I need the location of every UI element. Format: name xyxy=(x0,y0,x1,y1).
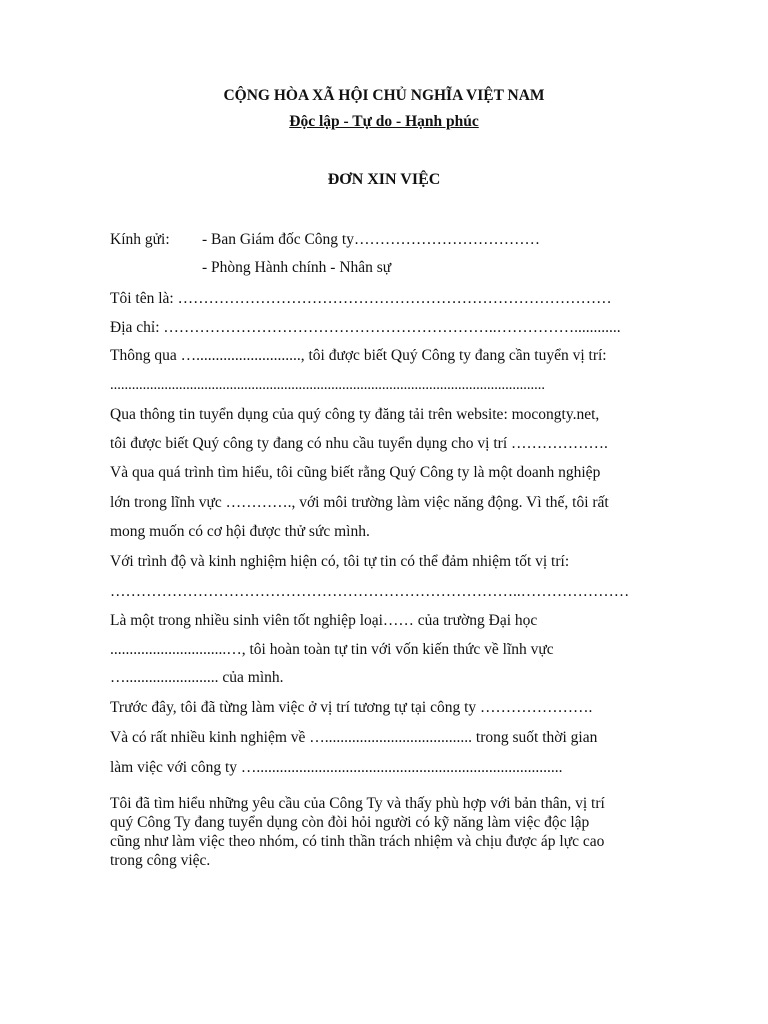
body-line: Với trình độ và kinh nghiệm hiện có, tôi tự tin có thể đảm nhiệm tốt vị trí: xyxy=(110,553,570,570)
body-line: tôi được biết Quý công ty đang có nhu cầu tuyển dụng cho vị trí ………………. xyxy=(110,435,608,452)
body-line: Và có rất nhiều kinh nghiệm về …...................................... trong suốt thời gian xyxy=(110,729,598,746)
address-field: Địa chỉ: ………………………………………………………..……………............ xyxy=(110,319,621,336)
body-line: làm việc với công ty …............................................................................... xyxy=(110,759,563,776)
motto: Độc lập - Tự do - Hạnh phúc xyxy=(289,113,479,130)
closing-line: quý Công Ty đang tuyển dụng còn đòi hỏi người có kỹ năng làm việc độc lập xyxy=(110,814,590,831)
body-line: lớn trong lĩnh vực …………., với môi trường làm việc năng động. Vì thế, tôi rất xyxy=(110,494,609,511)
body-line: Trước đây, tôi đã từng làm việc ở vị trí tương tự tại công ty …………………. xyxy=(110,699,593,716)
body-line: Qua thông tin tuyển dụng của quý công ty đăng tải trên website: mocongty.net, xyxy=(110,406,600,423)
name-field: Tôi tên là: ………………………………………………………………………… xyxy=(110,290,612,307)
closing-line: Tôi đã tìm hiểu những yêu cầu của Công Ty và thấy phù hợp với bản thân, vị trí xyxy=(110,795,605,812)
closing-line: trong công việc. xyxy=(110,852,211,869)
source-blank-line: ........................................................................................................................ xyxy=(110,377,545,393)
recipients-label: Kính gửi: xyxy=(110,231,170,248)
body-line: ……………………………………………………………………..………………… xyxy=(110,583,630,600)
body-line: Là một trong nhiều sinh viên tốt nghiệp loại…… của trường Đại học xyxy=(110,612,538,629)
body-line: Và qua quá trình tìm hiểu, tôi cũng biết rằng Quý Công ty là một doanh nghiệp xyxy=(110,464,601,481)
body-line: …........................ của mình. xyxy=(110,669,284,686)
body-line: mong muốn có cơ hội được thử sức mình. xyxy=(110,523,370,540)
closing-line: cũng như làm việc theo nhóm, có tinh thần trách nhiệm và chịu được áp lực cao xyxy=(110,833,605,850)
recipient-line-1: - Ban Giám đốc Công ty……………………………… xyxy=(202,231,540,248)
recipient-line-2: - Phòng Hành chính - Nhân sự xyxy=(202,259,392,276)
national-title: CỘNG HÒA XÃ HỘI CHỦ NGHĨA VIỆT NAM xyxy=(223,87,545,104)
source-field: Thông qua …..........................., tôi được biết Quý Công ty đang cần tuyển vị trí: xyxy=(110,347,607,364)
body-line: ..............................…, tôi hoàn toàn tự tin với vốn kiến thức về lĩnh vực xyxy=(110,641,554,658)
document-title: ĐƠN XIN VIỆC xyxy=(327,171,441,188)
